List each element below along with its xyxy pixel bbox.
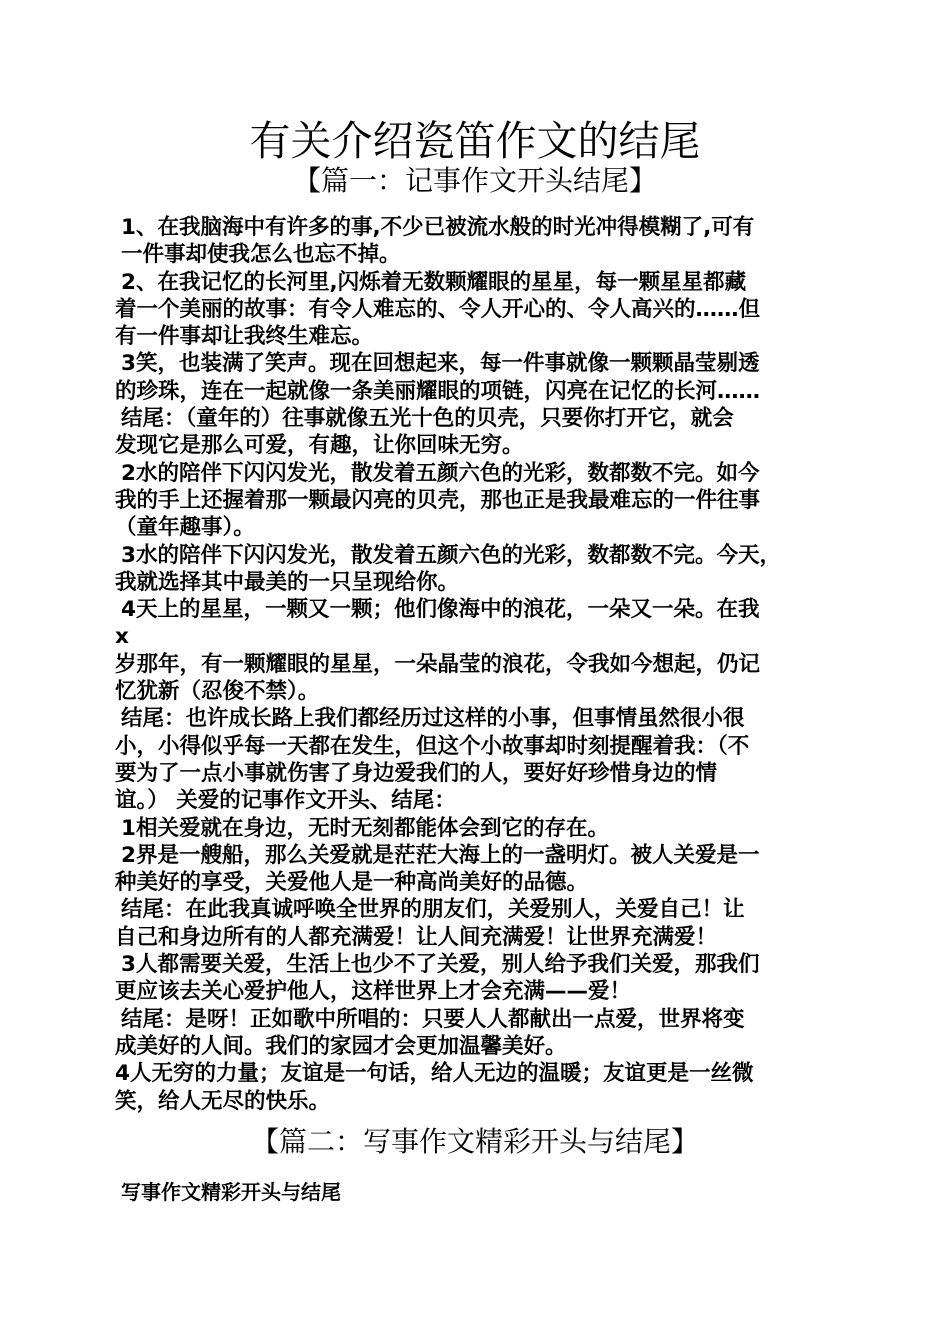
body-line: 1相关爱就在身边，无时无刻都能体会到它的存在。 <box>121 815 609 841</box>
body-line: 结尾：（童年的）往事就像五光十色的贝壳，只要你打开它，就会 <box>121 406 734 432</box>
body-line: 笑，给人无尽的快乐。 <box>115 1088 331 1114</box>
body-line: 2水的陪伴下闪闪发光，散发着五颜六色的光彩，数都数不完。如今 <box>121 460 760 486</box>
body-line: （童年趣事）。 <box>115 515 255 541</box>
body-line: x <box>115 624 129 650</box>
body-line: 3水的陪伴下闪闪发光，散发着五颜六色的光彩，数都数不完。今天， <box>121 542 781 568</box>
section-2-subheading: 写事作文精彩开头与结尾 <box>121 1180 341 1204</box>
body-line: 结尾：在此我真诚呼唤全世界的朋友们，关爱别人，关爱自己！让 <box>121 897 745 923</box>
body-line: 成美好的人间。我们的家园才会更加温馨美好。 <box>115 1033 567 1059</box>
body-line: 4天上的星星，一颗又一颗；他们像海中的浪花，一朵又一朵。在我 <box>121 597 760 623</box>
body-line: 3人都需要关爱，生活上也少不了关爱，别人给予我们关爱，那我们 <box>121 952 760 978</box>
section-heading-1: 【篇一：记事作文开头结尾】 <box>292 164 657 197</box>
body-line: 结尾：也许成长路上我们都经历过这样的小事，但事情虽然很小很 <box>121 706 745 732</box>
body-line: 4人无穷的力量；友谊是一句话，给人无边的温暖；友谊更是一丝微 <box>115 1061 754 1087</box>
body-line: 的珍珠，连在一起就像一条美丽耀眼的项链，闪亮在记忆的长河…… <box>115 378 761 404</box>
body-line: 要为了一点小事就伤害了身边爱我们的人，要好好珍惜身边的情 <box>115 760 718 786</box>
body-line: 着一个美丽的故事：有令人难忘的、令人开心的、令人高兴的……但 <box>115 296 761 322</box>
body-line: 一件事却使我怎么也忘不掉。 <box>121 242 401 268</box>
section-heading-2: 【篇二：写事作文精彩开头与结尾】 <box>250 1125 699 1158</box>
body-line: 2界是一艘船，那么关爱就是茫茫大海上的一盏明灯。被人关爱是一 <box>121 842 760 868</box>
body-line: 我的手上还握着那一颗最闪亮的贝壳，那也正是我最难忘的一件往事 <box>115 487 761 513</box>
body-line: 小，小得似乎每一天都在发生，但这个小故事却时刻提醒着我：（不 <box>115 733 750 759</box>
body-line: 3笑，也装满了笑声。现在回想起来，每一件事就像一颗颗晶莹剔透 <box>121 351 760 377</box>
body-line: 自己和身边所有的人都充满爱！让人间充满爱！让世界充满爱！ <box>115 924 718 950</box>
body-line: 谊。） 关爱的记事作文开头、结尾： <box>115 788 456 814</box>
body-line: 1、在我脑海中有许多的事,不少已被流水般的时光冲得模糊了,可有 <box>121 215 755 240</box>
body-line: 忆犹新（忍俊不禁）。 <box>115 679 320 705</box>
body-line: 更应该去关心爱护他人，这样世界上才会充满——爱！ <box>115 979 632 1005</box>
body-line: 我就选择其中最美的一只呈现给你。 <box>115 569 460 595</box>
body-line: 岁那年，有一颗耀眼的星星，一朵晶莹的浪花，令我如今想起，仍记 <box>115 651 761 677</box>
body-line: 发现它是那么可爱，有趣，让你回味无穷。 <box>115 433 524 459</box>
section-1-body <box>115 214 840 1115</box>
body-line: 2、在我记忆的长河里,闪烁着无数颗耀眼的星星，每一颗星星都藏 <box>121 269 747 295</box>
body-line: 种美好的享受，关爱他人是一种高尚美好的品德。 <box>115 870 589 896</box>
body-line: 有一件事却让我终生难忘。 <box>115 324 374 350</box>
document-title: 有关介绍瓷笛作文的结尾 <box>249 117 701 165</box>
body-line: 结尾：是呀！正如歌中所唱的：只要人人都献出一点爱，世界将变 <box>121 1006 745 1032</box>
